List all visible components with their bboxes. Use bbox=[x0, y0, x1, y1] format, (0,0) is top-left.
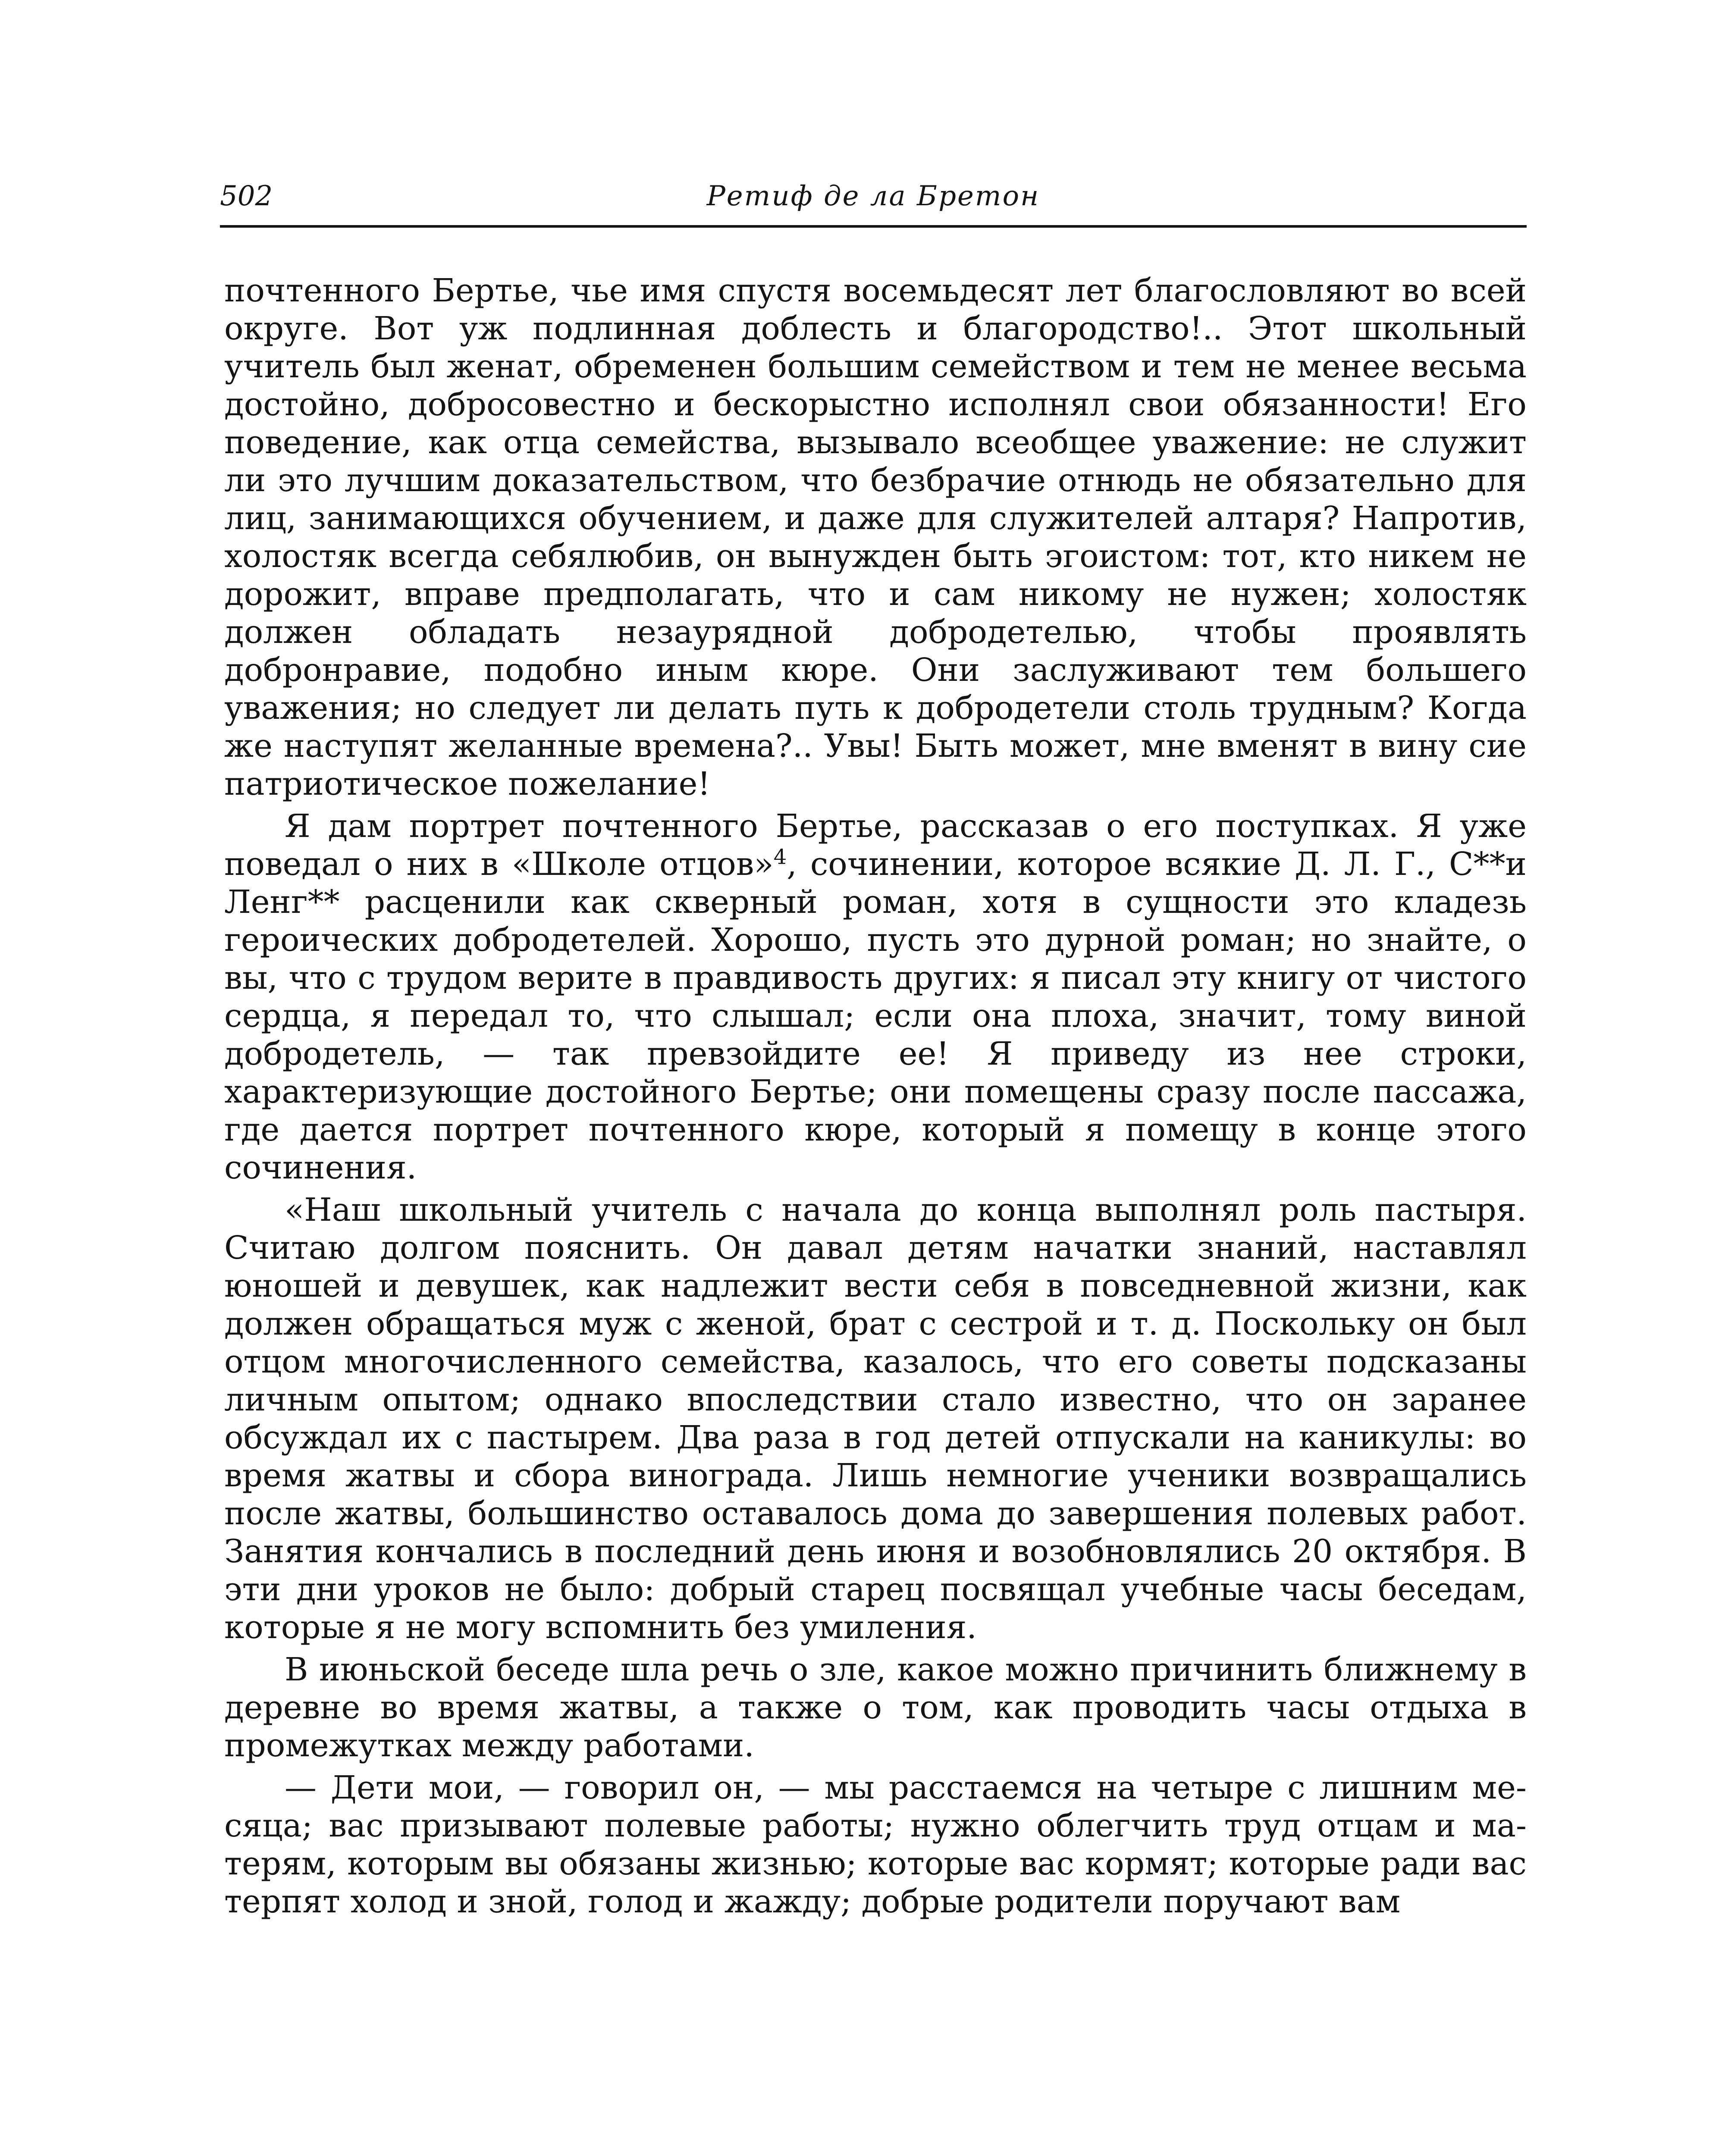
header-rule bbox=[220, 225, 1527, 228]
page-number: 502 bbox=[220, 180, 273, 212]
paragraph-dialogue: — Дети мои, — говорил он, — мы расстаемся на четыре с лишним месяца; вас призывают полевые работы; нужно облегчить труд отцам и матерям, которым вы обязаны жизнью; которые вас кормят; которые ради вас терпят холод и зной, голод и жажду; добрые родители поручают вам bbox=[224, 1769, 1527, 1920]
footnote-reference: 4 bbox=[773, 845, 787, 869]
paragraph-continuation: почтенного Бертье, чье имя спустя восемьдесят лет благословляют во всей округе. Вот уж подлинная доблесть и благородство!.. Этот школьный учитель был женат, обременен большим семейством и тем не менее весьма достойно, добросовестно и бескорыстно исполнял свои обязанности! Его поведение, как отца семейства, вызывало всеобщее уважение: не служит ли это лучшим доказательством, что безбрачие отнюдь не обязательно для лиц, занимающихся обучением, и даже для служителей алтаря? Напротив, холостяк всегда себялюбив, он вынужден быть эгоистом: тот, кто никем не дорожит, вправе предполагать, что и сам никому не нужен; холостяк должен обладать незаурядной добродетелью, чтобы проявлять добронравие, подобно иным кюре. Они заслуживают тем большего уважения; но следует ли делать путь к добродетели столь трудным? Когда же наступят желанные времена?.. Увы! Быть может, мне вменят в вину сие патриотическое пожелание! bbox=[224, 272, 1527, 802]
body-text bbox=[224, 272, 1527, 1925]
running-title: Ретиф де ла Бретон bbox=[706, 180, 1040, 212]
paragraph-text: , сочинении, которое всякие Д. Л. Г., С**и Ленг** расценили как скверный роман, хотя в сущности это кладезь героических добродетелей. Хорошо, пусть это дурной роман; но знайте, о вы, что с трудом верите в правдивость других: я писал эту книгу от чистого сердца, я передал то, что слышал; если она плоха, значит, тому виной добродетель, — так превзойдите ее! Я приведу из нее строки, характеризующие достойного Бертье; они помещены сразу после пассажа, где дается портрет почтенного кюре, который я помещу в конце этого сочинения. bbox=[224, 846, 1527, 1186]
page-header bbox=[220, 177, 1527, 224]
paragraph-quote: «Наш школьный учитель с начала до конца выполнял роль пастыря. Считаю долгом пояснить. Он давал детям начатки знаний, наставлял юношей и девушек, как надлежит вести себя в повседневной жизни, как должен обращаться муж с женой, брат с сестрой и т. д. Поскольку он был отцом многочисленного семейства, казалось, что его советы подсказаны личным опытом; однако впоследствии стало известно, что он заранее обсуждал их с пастырем. Два раза в год детей отпускали на каникулы: во время жатвы и сбора винограда. Лишь немногие ученики возвращались после жатвы, большинство оставалось дома до завершения полевых работ. Занятия кончались в последний день июня и возобновлялись 20 октября. В эти дни уроков не было: добрый старец посвящал учебные часы беседам, которые я не могу вспомнить без умиления. bbox=[224, 1191, 1527, 1646]
paragraph-text: Я дам портрет почтенного Бертье, рассказав о его поступках. Я уже поведал о них в «Школе отцов» bbox=[224, 808, 1527, 883]
paragraph-june-talk: В июньской беседе шла речь о зле, какое можно причинить ближнему в деревне во время жатвы, а также о том, как проводить часы отдыха в промежутках между работами. bbox=[224, 1651, 1527, 1764]
paragraph-portrait bbox=[224, 807, 1527, 1187]
